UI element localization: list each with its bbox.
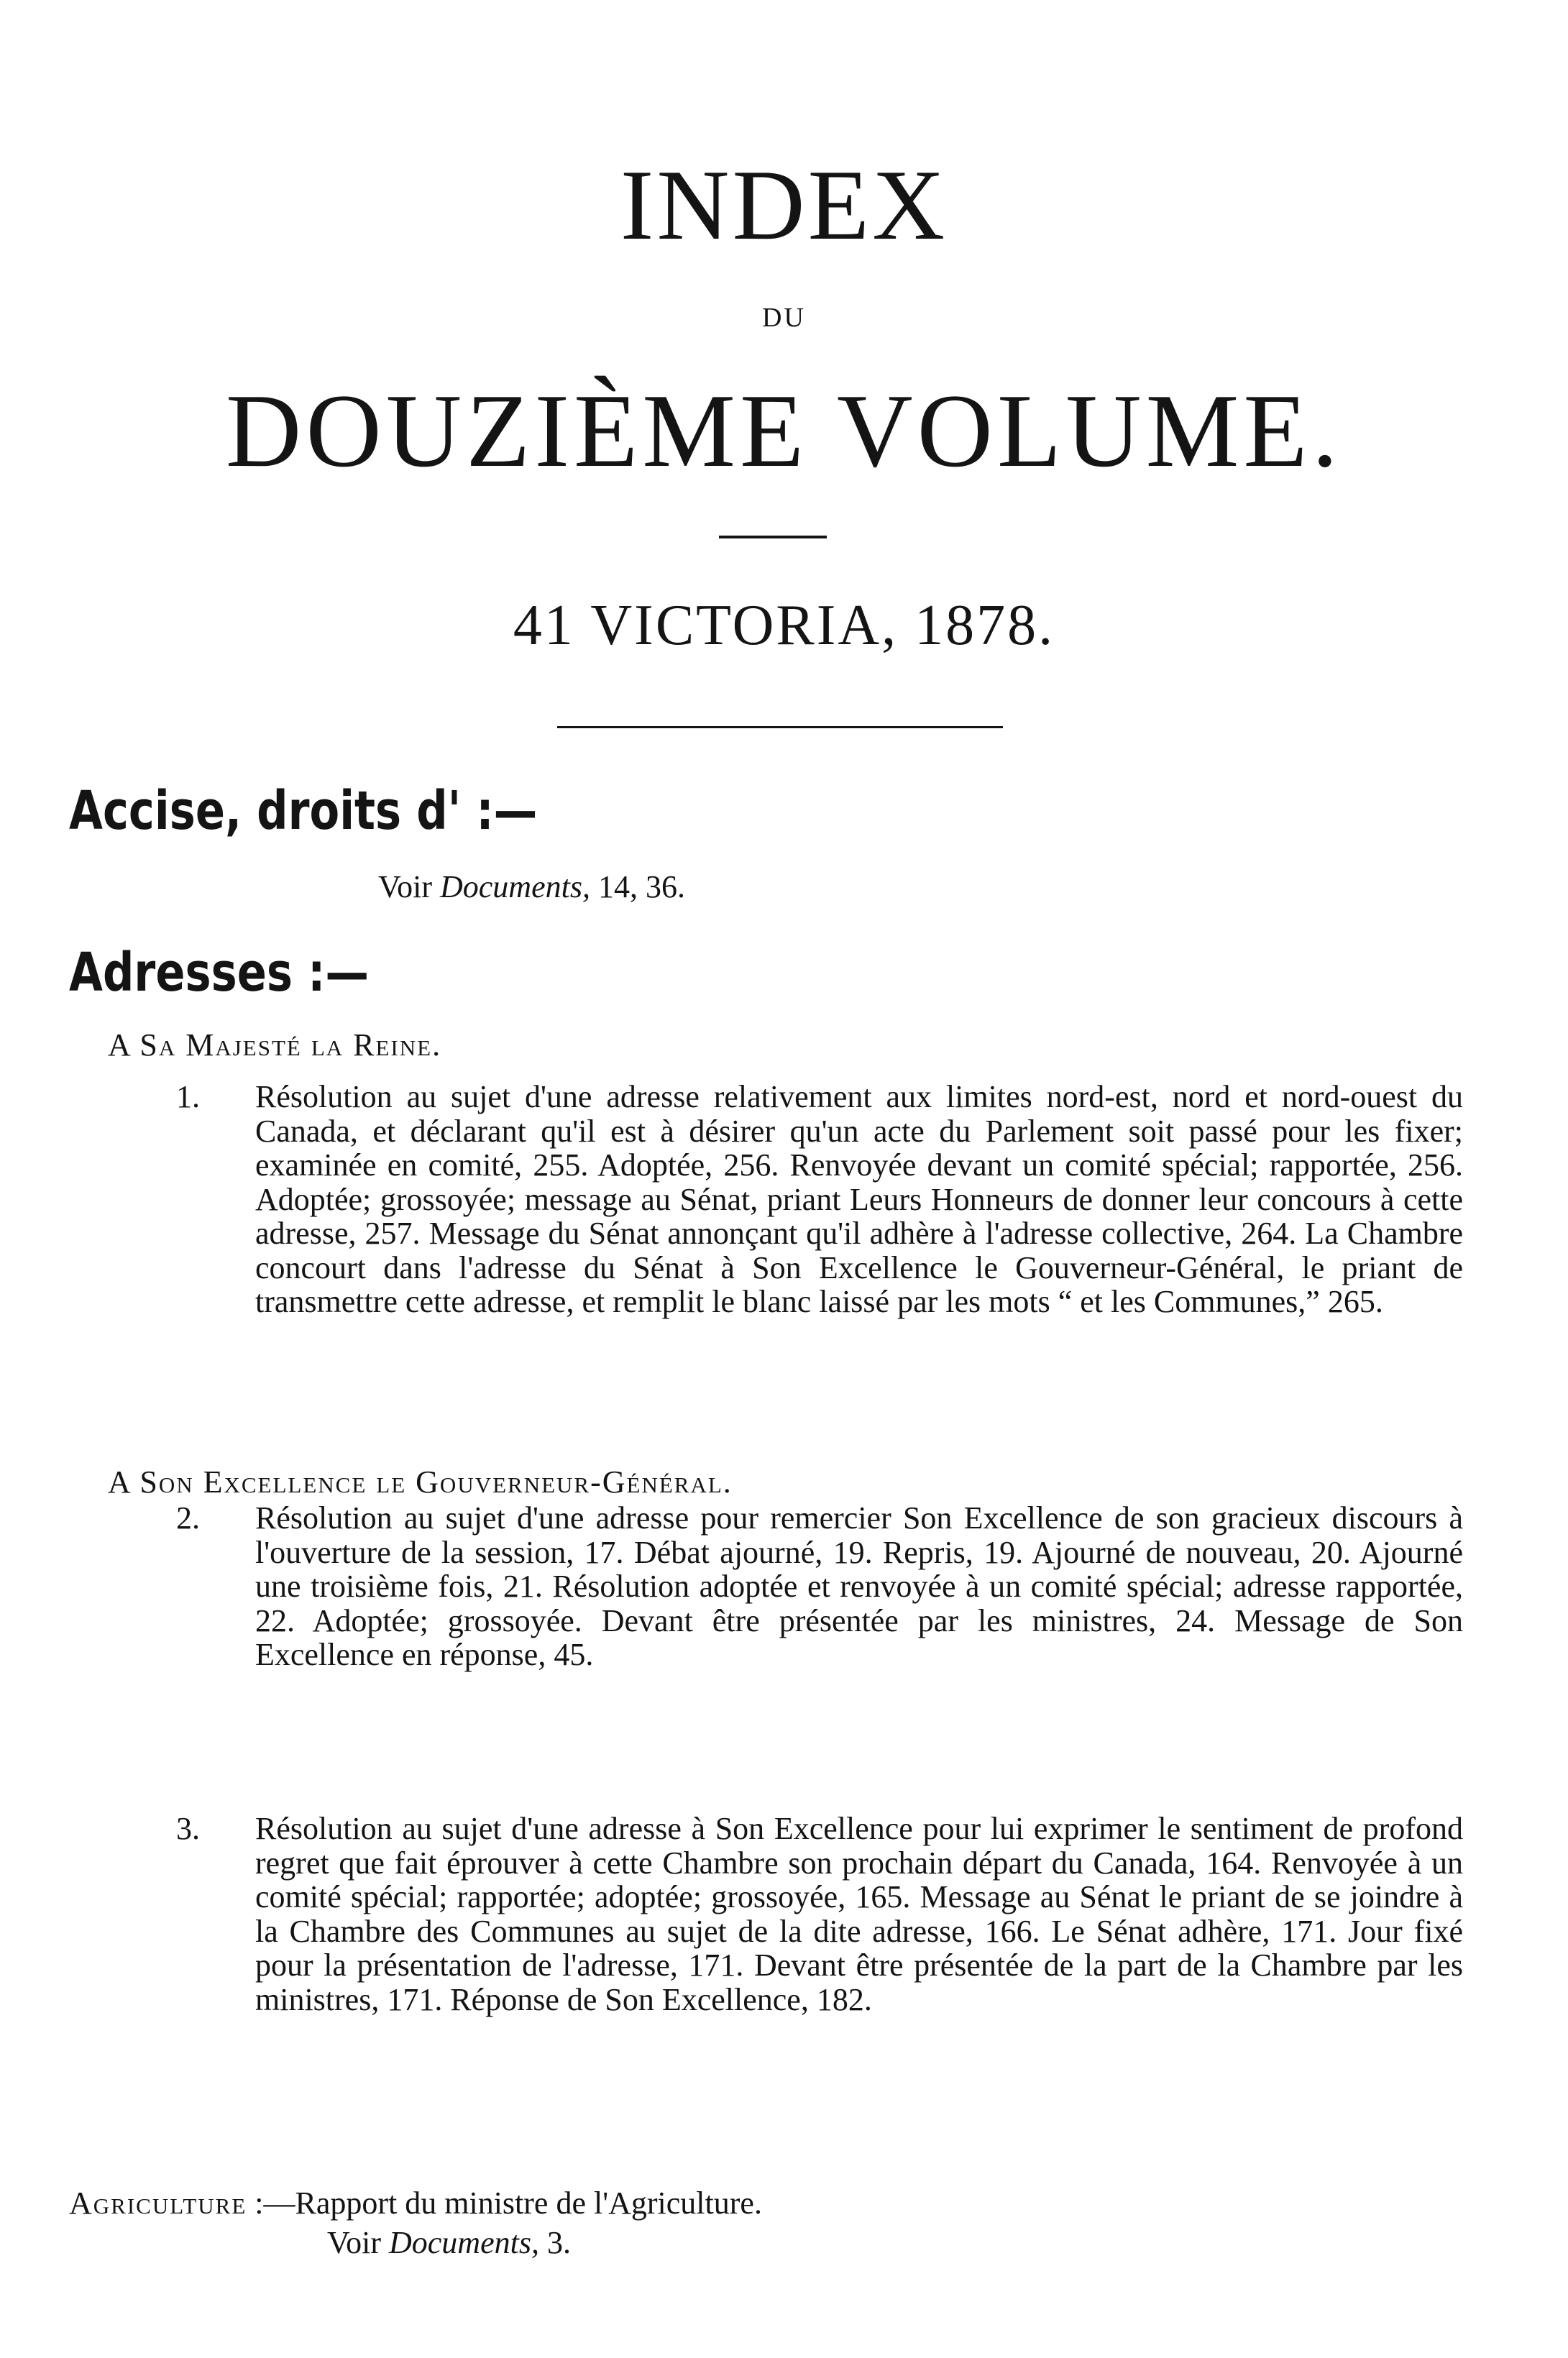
subheading-gouverneur: A Son Excellence le Gouverneur-Général. xyxy=(108,1464,733,1500)
reference-documents: Documents, xyxy=(439,869,590,904)
entry-number: 1. xyxy=(176,1079,200,1114)
entry-text: Résolution au sujet d'une adresse relativement aux limites nord-est, nord et nord-ouest du Canada, et déclarant qu'il est à désirer qu'un acte du Parlement soit passé pour les fixer; examinée en comité, 255. Adoptée, 256. Renvoyée devant un comité spécial; rapportée, 256. Adoptée; grossoyée; message au Sénat, priant Leurs Honneurs de donner leur concours à cette adresse, 257. Message du Sénat annonçant qu'il adhère à l'adresse collective, 264. La Chambre concourt dans l'adresse du Sénat à Son Excellence le Gouverneur-Général, le priant de transmettre cette adresse, et remplit le blanc laissé par les mots “ et les Communes,” 265. xyxy=(255,1079,1463,1319)
reference-numbers: 3. xyxy=(538,2225,571,2260)
volume-title: DOUZIÈME VOLUME. xyxy=(225,372,1343,489)
du-label: DU xyxy=(762,303,806,333)
entry-number: 2. xyxy=(176,1500,200,1536)
heading-adresses: Adresses :— xyxy=(69,942,370,1004)
index-entry xyxy=(176,1080,1463,1319)
session-line: 41 VICTORIA, 1878. xyxy=(513,594,1055,657)
reference-prefix: Voir xyxy=(378,869,440,904)
divider-long xyxy=(557,726,1003,728)
reference-documents: Documents, xyxy=(388,2225,539,2260)
index-entry xyxy=(176,1812,1463,2017)
reference-prefix: Voir xyxy=(327,2225,389,2260)
index-entry xyxy=(176,1501,1463,1672)
divider-short xyxy=(719,536,827,538)
entry-number: 3. xyxy=(176,1811,200,1846)
index-title: INDEX xyxy=(620,150,948,261)
agriculture-reference xyxy=(327,2224,571,2261)
agriculture-entry xyxy=(69,2185,762,2221)
agriculture-text: :—Rapport du ministre de l'Agriculture. xyxy=(247,2185,762,2221)
entry-text: Résolution au sujet d'une adresse pour remercier Son Excellence de son gracieux discours à l'ouverture de la session, 17. Débat ajourné, 19. Repris, 19. Ajourné de nouveau, 20. Ajourné une troisième fois, 21. Résolution adoptée et renvoyée à un comité spécial; adresse rapportée, 22. Adoptée; grossoyée. Devant être présentée par les ministres, 24. Message de Son Excellence en réponse, 45. xyxy=(255,1500,1463,1672)
subheading-reine: A Sa Majesté la Reine. xyxy=(108,1027,442,1063)
accise-reference xyxy=(378,868,685,905)
entry-text: Résolution au sujet d'une adresse à Son Excellence pour lui exprimer le sentiment de profond regret que fait éprouver à cette Chambre son prochain départ du Canada, 164. Renvoyée à un comité spécial; rapportée; adoptée; grossoyée, 165. Message au Sénat le priant de se joindre à la Chambre des Communes au sujet de la dite adresse, 166. Le Sénat adhère, 171. Jour fixé pour la présentation de l'adresse, 171. Devant être présentée de la part de la Chambre par les ministres, 171. Réponse de Son Excellence, 182. xyxy=(255,1811,1463,2017)
heading-accise: Accise, droits d' :— xyxy=(69,780,538,842)
reference-numbers: 14, 36. xyxy=(590,869,685,904)
agriculture-label: Agriculture xyxy=(69,2185,247,2221)
